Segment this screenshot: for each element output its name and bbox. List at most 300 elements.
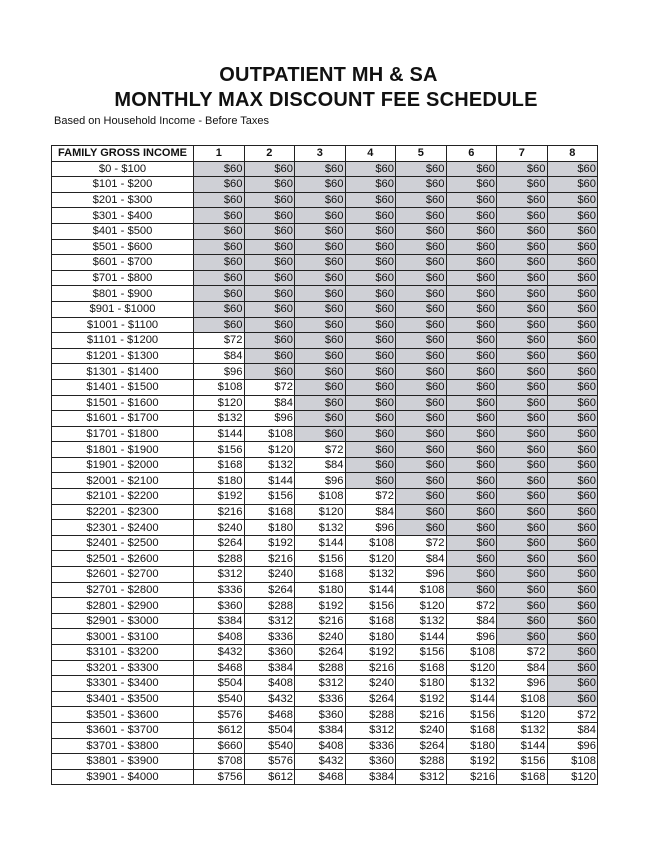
fee-cell: $60 xyxy=(446,317,497,333)
fee-cell: $156 xyxy=(295,551,346,567)
table-row xyxy=(52,707,598,723)
table-row xyxy=(52,286,598,302)
fee-cell: $60 xyxy=(396,426,447,442)
fee-cell: $468 xyxy=(194,660,245,676)
fee-cell: $60 xyxy=(446,286,497,302)
fee-cell: $432 xyxy=(194,645,245,661)
fee-cell: $60 xyxy=(244,255,295,271)
family-size-header: 4 xyxy=(345,146,396,162)
fee-cell: $336 xyxy=(244,629,295,645)
fee-cell: $84 xyxy=(295,457,346,473)
fee-cell: $60 xyxy=(547,613,598,629)
fee-cell: $708 xyxy=(194,754,245,770)
fee-cell: $60 xyxy=(446,457,497,473)
table-row xyxy=(52,676,598,692)
fee-cell: $240 xyxy=(244,567,295,583)
fee-cell: $216 xyxy=(345,660,396,676)
fee-cell: $60 xyxy=(497,348,548,364)
fee-cell: $360 xyxy=(295,707,346,723)
fee-cell: $60 xyxy=(497,379,548,395)
income-range-cell: $3301 - $3400 xyxy=(52,676,194,692)
fee-cell: $384 xyxy=(295,722,346,738)
fee-cell: $504 xyxy=(244,722,295,738)
fee-cell: $60 xyxy=(194,208,245,224)
fee-cell: $156 xyxy=(446,707,497,723)
fee-cell: $108 xyxy=(345,535,396,551)
fee-cell: $144 xyxy=(295,535,346,551)
income-range-cell: $101 - $200 xyxy=(52,177,194,193)
fee-cell: $84 xyxy=(396,551,447,567)
fee-cell: $60 xyxy=(497,504,548,520)
fee-cell: $60 xyxy=(345,379,396,395)
fee-cell: $60 xyxy=(547,255,598,271)
table-row xyxy=(52,769,598,785)
fee-cell: $264 xyxy=(345,691,396,707)
fee-cell: $60 xyxy=(497,411,548,427)
income-range-cell: $1801 - $1900 xyxy=(52,442,194,458)
table-row xyxy=(52,301,598,317)
family-size-header: 7 xyxy=(497,146,548,162)
fee-cell: $60 xyxy=(497,192,548,208)
income-range-cell: $2201 - $2300 xyxy=(52,504,194,520)
fee-cell: $384 xyxy=(194,613,245,629)
income-range-cell: $201 - $300 xyxy=(52,192,194,208)
fee-cell: $60 xyxy=(497,255,548,271)
fee-cell: $216 xyxy=(396,707,447,723)
fee-cell: $60 xyxy=(345,223,396,239)
fee-cell: $60 xyxy=(497,457,548,473)
fee-cell: $120 xyxy=(396,598,447,614)
fee-cell: $60 xyxy=(497,629,548,645)
fee-cell: $288 xyxy=(244,598,295,614)
fee-cell: $612 xyxy=(244,769,295,785)
fee-cell: $360 xyxy=(194,598,245,614)
fee-cell: $60 xyxy=(396,489,447,505)
fee-cell: $60 xyxy=(345,426,396,442)
fee-cell: $192 xyxy=(345,645,396,661)
fee-cell: $540 xyxy=(244,738,295,754)
fee-cell: $60 xyxy=(295,348,346,364)
fee-cell: $60 xyxy=(396,333,447,349)
fee-cell: $60 xyxy=(547,348,598,364)
fee-cell: $60 xyxy=(497,551,548,567)
fee-cell: $180 xyxy=(396,676,447,692)
fee-cell: $240 xyxy=(295,629,346,645)
fee-cell: $96 xyxy=(345,520,396,536)
table-header-row xyxy=(52,146,598,162)
income-range-cell: $1401 - $1500 xyxy=(52,379,194,395)
income-range-cell: $0 - $100 xyxy=(52,161,194,177)
fee-cell: $216 xyxy=(295,613,346,629)
table-row xyxy=(52,691,598,707)
fee-cell: $60 xyxy=(497,473,548,489)
income-range-cell: $1601 - $1700 xyxy=(52,411,194,427)
table-row xyxy=(52,551,598,567)
fee-cell: $60 xyxy=(497,489,548,505)
fee-cell: $60 xyxy=(295,301,346,317)
fee-cell: $60 xyxy=(194,223,245,239)
fee-cell: $180 xyxy=(194,473,245,489)
income-range-cell: $1001 - $1100 xyxy=(52,317,194,333)
fee-cell: $108 xyxy=(446,645,497,661)
fee-cell: $120 xyxy=(446,660,497,676)
fee-cell: $60 xyxy=(446,364,497,380)
fee-cell: $132 xyxy=(497,722,548,738)
fee-cell: $540 xyxy=(194,691,245,707)
income-range-cell: $2801 - $2900 xyxy=(52,598,194,614)
fee-cell: $660 xyxy=(194,738,245,754)
fee-cell: $60 xyxy=(396,364,447,380)
fee-cell: $144 xyxy=(244,473,295,489)
fee-cell: $288 xyxy=(345,707,396,723)
fee-cell: $60 xyxy=(497,598,548,614)
fee-cell: $288 xyxy=(295,660,346,676)
fee-cell: $144 xyxy=(446,691,497,707)
fee-cell: $60 xyxy=(244,317,295,333)
fee-cell: $60 xyxy=(194,301,245,317)
fee-cell: $60 xyxy=(194,270,245,286)
fee-cell: $60 xyxy=(244,348,295,364)
fee-cell: $84 xyxy=(446,613,497,629)
fee-cell: $60 xyxy=(446,208,497,224)
fee-cell: $60 xyxy=(345,442,396,458)
table-row xyxy=(52,239,598,255)
fee-cell: $216 xyxy=(194,504,245,520)
fee-cell: $144 xyxy=(345,582,396,598)
income-range-cell: $2301 - $2400 xyxy=(52,520,194,536)
income-range-cell: $2001 - $2100 xyxy=(52,473,194,489)
fee-cell: $60 xyxy=(547,535,598,551)
fee-cell: $60 xyxy=(497,223,548,239)
table-row xyxy=(52,161,598,177)
fee-cell: $60 xyxy=(446,161,497,177)
fee-cell: $60 xyxy=(446,255,497,271)
fee-cell: $60 xyxy=(345,161,396,177)
fee-cell: $60 xyxy=(396,301,447,317)
fee-cell: $156 xyxy=(244,489,295,505)
fee-cell: $60 xyxy=(446,489,497,505)
fee-cell: $60 xyxy=(547,582,598,598)
fee-cell: $72 xyxy=(194,333,245,349)
fee-cell: $72 xyxy=(244,379,295,395)
fee-cell: $60 xyxy=(547,442,598,458)
fee-cell: $60 xyxy=(194,255,245,271)
fee-cell: $168 xyxy=(497,769,548,785)
fee-cell: $180 xyxy=(446,738,497,754)
fee-cell: $60 xyxy=(396,504,447,520)
fee-cell: $60 xyxy=(497,395,548,411)
income-column-header: FAMILY GROSS INCOME xyxy=(52,146,194,162)
fee-cell: $60 xyxy=(446,551,497,567)
fee-cell: $408 xyxy=(244,676,295,692)
fee-cell: $60 xyxy=(396,161,447,177)
income-range-cell: $2101 - $2200 xyxy=(52,489,194,505)
fee-cell: $60 xyxy=(295,177,346,193)
fee-cell: $60 xyxy=(295,192,346,208)
income-range-cell: $601 - $700 xyxy=(52,255,194,271)
fee-cell: $312 xyxy=(345,722,396,738)
fee-cell: $60 xyxy=(497,567,548,583)
fee-cell: $384 xyxy=(345,769,396,785)
income-range-cell: $3201 - $3300 xyxy=(52,660,194,676)
fee-cell: $60 xyxy=(295,379,346,395)
fee-cell: $60 xyxy=(295,223,346,239)
fee-cell: $96 xyxy=(244,411,295,427)
family-size-header: 6 xyxy=(446,146,497,162)
fee-cell: $60 xyxy=(194,286,245,302)
page-title-line-1: OUTPATIENT MH & SA xyxy=(219,64,438,86)
fee-cell: $60 xyxy=(396,411,447,427)
fee-cell: $96 xyxy=(194,364,245,380)
income-range-cell: $401 - $500 xyxy=(52,223,194,239)
fee-cell: $168 xyxy=(345,613,396,629)
fee-cell: $288 xyxy=(396,754,447,770)
fee-cell: $60 xyxy=(345,333,396,349)
fee-cell: $72 xyxy=(345,489,396,505)
fee-cell: $60 xyxy=(345,411,396,427)
fee-cell: $60 xyxy=(396,379,447,395)
fee-cell: $60 xyxy=(547,567,598,583)
fee-cell: $60 xyxy=(547,301,598,317)
family-size-header: 2 xyxy=(244,146,295,162)
table-row xyxy=(52,255,598,271)
fee-cell: $84 xyxy=(345,504,396,520)
fee-cell: $60 xyxy=(244,192,295,208)
fee-cell: $60 xyxy=(295,239,346,255)
family-size-header: 5 xyxy=(396,146,447,162)
page-subtitle: Based on Household Income - Before Taxes xyxy=(54,115,270,127)
fee-cell: $60 xyxy=(446,582,497,598)
fee-cell: $60 xyxy=(497,426,548,442)
fee-cell: $60 xyxy=(345,395,396,411)
family-size-header: 1 xyxy=(194,146,245,162)
fee-cell: $60 xyxy=(295,255,346,271)
fee-cell: $60 xyxy=(446,348,497,364)
fee-cell: $60 xyxy=(396,255,447,271)
fee-cell: $60 xyxy=(497,333,548,349)
table-row xyxy=(52,457,598,473)
table-row xyxy=(52,473,598,489)
fee-cell: $240 xyxy=(345,676,396,692)
fee-cell: $240 xyxy=(194,520,245,536)
fee-cell: $60 xyxy=(446,177,497,193)
income-range-cell: $1501 - $1600 xyxy=(52,395,194,411)
fee-cell: $60 xyxy=(497,161,548,177)
fee-cell: $60 xyxy=(396,348,447,364)
fee-cell: $60 xyxy=(396,286,447,302)
fee-cell: $60 xyxy=(497,520,548,536)
fee-cell: $132 xyxy=(396,613,447,629)
fee-cell: $60 xyxy=(345,270,396,286)
fee-cell: $144 xyxy=(497,738,548,754)
fee-cell: $72 xyxy=(295,442,346,458)
income-range-cell: $801 - $900 xyxy=(52,286,194,302)
fee-cell: $192 xyxy=(396,691,447,707)
table-row xyxy=(52,379,598,395)
fee-cell: $288 xyxy=(194,551,245,567)
fee-cell: $120 xyxy=(194,395,245,411)
fee-cell: $108 xyxy=(295,489,346,505)
table-row xyxy=(52,722,598,738)
fee-cell: $60 xyxy=(396,442,447,458)
fee-cell: $360 xyxy=(244,645,295,661)
fee-cell: $60 xyxy=(547,364,598,380)
income-range-cell: $2601 - $2700 xyxy=(52,567,194,583)
income-range-cell: $3801 - $3900 xyxy=(52,754,194,770)
table-row xyxy=(52,208,598,224)
fee-cell: $60 xyxy=(244,333,295,349)
income-range-cell: $3601 - $3700 xyxy=(52,722,194,738)
table-row xyxy=(52,645,598,661)
fee-cell: $108 xyxy=(244,426,295,442)
income-range-cell: $1301 - $1400 xyxy=(52,364,194,380)
fee-cell: $60 xyxy=(547,239,598,255)
fee-cell: $756 xyxy=(194,769,245,785)
fee-cell: $60 xyxy=(446,223,497,239)
fee-cell: $60 xyxy=(244,301,295,317)
fee-cell: $132 xyxy=(295,520,346,536)
fee-cell: $156 xyxy=(396,645,447,661)
fee-cell: $432 xyxy=(295,754,346,770)
fee-cell: $60 xyxy=(547,504,598,520)
fee-cell: $132 xyxy=(194,411,245,427)
table-row xyxy=(52,754,598,770)
fee-cell: $144 xyxy=(396,629,447,645)
fee-cell: $60 xyxy=(295,208,346,224)
income-range-cell: $2701 - $2800 xyxy=(52,582,194,598)
table-row xyxy=(52,629,598,645)
fee-cell: $60 xyxy=(446,442,497,458)
fee-cell: $156 xyxy=(497,754,548,770)
fee-cell: $60 xyxy=(345,208,396,224)
fee-cell: $60 xyxy=(244,177,295,193)
fee-cell: $180 xyxy=(345,629,396,645)
table-row xyxy=(52,395,598,411)
table-row xyxy=(52,411,598,427)
fee-cell: $180 xyxy=(295,582,346,598)
table-row xyxy=(52,489,598,505)
fee-cell: $120 xyxy=(244,442,295,458)
fee-cell: $312 xyxy=(396,769,447,785)
fee-cell: $60 xyxy=(295,426,346,442)
fee-cell: $60 xyxy=(194,239,245,255)
fee-cell: $60 xyxy=(547,333,598,349)
fee-cell: $132 xyxy=(244,457,295,473)
fee-cell: $60 xyxy=(194,192,245,208)
fee-cell: $72 xyxy=(497,645,548,661)
fee-cell: $60 xyxy=(194,161,245,177)
fee-cell: $168 xyxy=(295,567,346,583)
fee-cell: $120 xyxy=(497,707,548,723)
table-row xyxy=(52,598,598,614)
fee-cell: $468 xyxy=(244,707,295,723)
fee-cell: $60 xyxy=(547,457,598,473)
fee-cell: $108 xyxy=(497,691,548,707)
table-row xyxy=(52,317,598,333)
fee-cell: $60 xyxy=(497,208,548,224)
fee-cell: $60 xyxy=(446,333,497,349)
fee-cell: $60 xyxy=(446,567,497,583)
fee-cell: $60 xyxy=(295,270,346,286)
income-range-cell: $1901 - $2000 xyxy=(52,457,194,473)
fee-cell: $96 xyxy=(497,676,548,692)
fee-cell: $60 xyxy=(345,364,396,380)
income-range-cell: $2501 - $2600 xyxy=(52,551,194,567)
fee-cell: $84 xyxy=(547,722,598,738)
fee-cell: $60 xyxy=(446,395,497,411)
fee-cell: $576 xyxy=(194,707,245,723)
fee-cell: $168 xyxy=(244,504,295,520)
fee-cell: $120 xyxy=(345,551,396,567)
table-row xyxy=(52,660,598,676)
fee-cell: $60 xyxy=(547,395,598,411)
fee-cell: $72 xyxy=(547,707,598,723)
fee-cell: $72 xyxy=(446,598,497,614)
fee-cell: $312 xyxy=(194,567,245,583)
table-row xyxy=(52,223,598,239)
fee-cell: $60 xyxy=(446,473,497,489)
income-range-cell: $3501 - $3600 xyxy=(52,707,194,723)
fee-cell: $264 xyxy=(194,535,245,551)
fee-cell: $60 xyxy=(345,255,396,271)
fee-cell: $60 xyxy=(497,613,548,629)
fee-cell: $216 xyxy=(446,769,497,785)
fee-cell: $264 xyxy=(295,645,346,661)
fee-cell: $576 xyxy=(244,754,295,770)
income-range-cell: $3401 - $3500 xyxy=(52,691,194,707)
fee-cell: $60 xyxy=(244,161,295,177)
income-range-cell: $501 - $600 xyxy=(52,239,194,255)
fee-cell: $60 xyxy=(396,473,447,489)
fee-cell: $60 xyxy=(547,317,598,333)
fee-cell: $60 xyxy=(547,645,598,661)
fee-cell: $60 xyxy=(396,395,447,411)
fee-cell: $60 xyxy=(547,208,598,224)
fee-cell: $60 xyxy=(497,317,548,333)
fee-cell: $336 xyxy=(345,738,396,754)
fee-cell: $180 xyxy=(244,520,295,536)
fee-cell: $60 xyxy=(547,270,598,286)
fee-cell: $60 xyxy=(295,286,346,302)
table-row xyxy=(52,520,598,536)
fee-cell: $60 xyxy=(547,660,598,676)
family-size-header: 3 xyxy=(295,146,346,162)
fee-cell: $72 xyxy=(396,535,447,551)
fee-schedule-table xyxy=(51,145,598,785)
fee-cell: $60 xyxy=(244,208,295,224)
fee-cell: $60 xyxy=(446,379,497,395)
fee-cell: $60 xyxy=(345,457,396,473)
fee-cell: $60 xyxy=(497,270,548,286)
table-row xyxy=(52,270,598,286)
fee-cell: $60 xyxy=(295,161,346,177)
fee-cell: $60 xyxy=(547,551,598,567)
fee-cell: $60 xyxy=(295,395,346,411)
table-row xyxy=(52,364,598,380)
table-row xyxy=(52,613,598,629)
income-range-cell: $3101 - $3200 xyxy=(52,645,194,661)
fee-cell: $60 xyxy=(194,177,245,193)
fee-cell: $60 xyxy=(446,520,497,536)
fee-cell: $60 xyxy=(547,411,598,427)
table-row xyxy=(52,535,598,551)
fee-cell: $408 xyxy=(295,738,346,754)
fee-cell: $60 xyxy=(396,239,447,255)
fee-cell: $60 xyxy=(497,301,548,317)
fee-cell: $60 xyxy=(547,223,598,239)
table-row xyxy=(52,504,598,520)
fee-cell: $60 xyxy=(345,317,396,333)
